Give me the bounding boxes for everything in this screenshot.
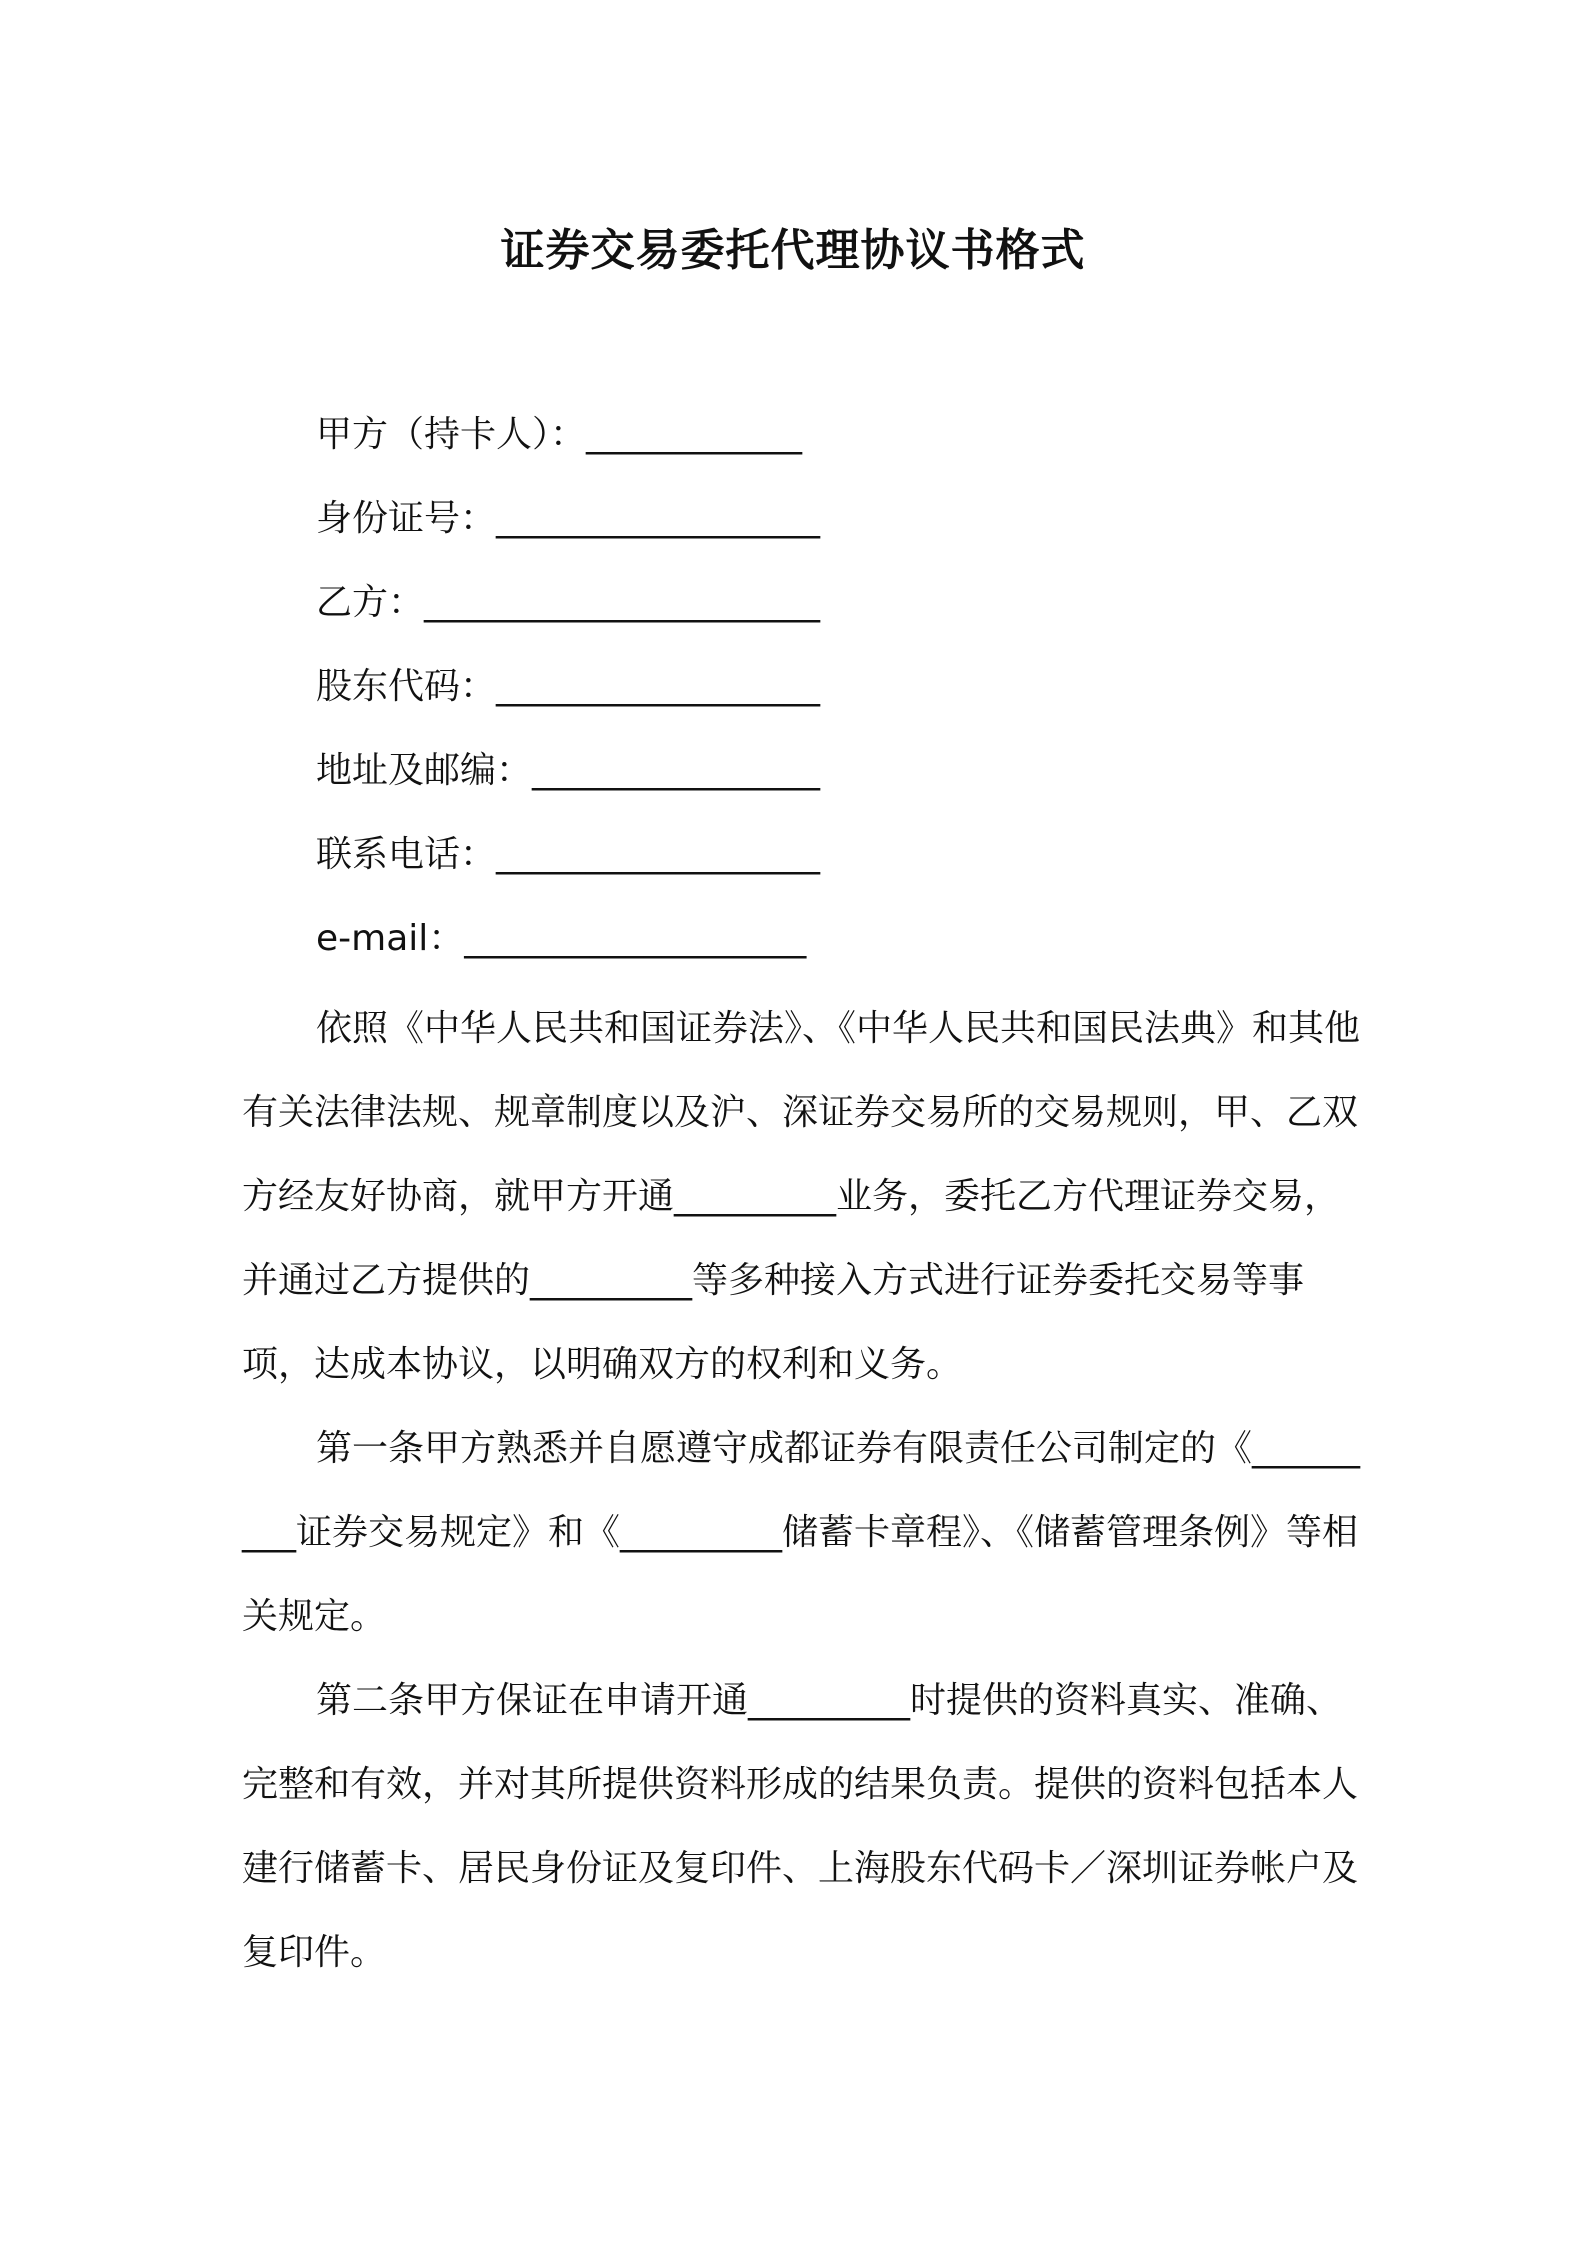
- field-label: e-mail：: [316, 918, 465, 959]
- field-blank: ____________: [586, 414, 803, 455]
- field-email: [316, 909, 1316, 993]
- field-id-number: [316, 489, 1316, 573]
- preamble-paragraph: 依照《中华人民共和国证券法》、《中华人民共和国民法典》和其他有关法律法规、规章制度以及沪、深证券交易所的交易规则，甲、乙双方经友好协商，就甲方开通_________业务，委托乙方代理证券交易，并通过乙方提供的_________等多种接入方式进行证券委托交易等事项，达成本协议，以明确双方的权利和义务。: [242, 1008, 1361, 1385]
- field-label: 股东代码：: [316, 666, 497, 707]
- article-one-paragraph: 第一条甲方熟悉并自愿遵守成都证券有限责任公司制定的《_________证券交易规定》和《_________储蓄卡章程》、《储蓄管理条例》等相关规定。: [242, 1428, 1361, 1637]
- field-shareholder-code: [316, 657, 1316, 741]
- field-phone: [316, 825, 1316, 909]
- field-party-b: [316, 573, 1316, 657]
- document-title: 证券交易委托代理协议书格式: [500, 225, 1086, 276]
- field-blank: __________________: [496, 834, 821, 875]
- field-label: 乙方：: [316, 582, 425, 623]
- field-label: 联系电话：: [316, 834, 497, 875]
- field-label: 甲方（持卡人）：: [316, 414, 587, 455]
- article-two-paragraph: 第二条甲方保证在申请开通_________时提供的资料真实、准确、完整和有效，并对其所提供资料形成的结果负责。提供的资料包括本人建行储蓄卡、居民身份证及复印件、上海股东代码卡／深圳证券帐户及复印件。: [242, 1680, 1359, 1973]
- field-blank: ________________: [532, 750, 821, 791]
- field-blank: ______________________: [424, 582, 821, 623]
- field-blank: ___________________: [464, 918, 807, 959]
- field-blank: __________________: [496, 666, 821, 707]
- field-label: 身份证号：: [316, 498, 497, 539]
- party-info-fields: [316, 405, 1316, 993]
- field-label: 地址及邮编：: [316, 750, 533, 791]
- agreement-body: [242, 987, 1364, 1995]
- field-party-a: [316, 405, 1316, 489]
- field-address-postcode: [316, 741, 1316, 825]
- field-blank: __________________: [496, 498, 821, 539]
